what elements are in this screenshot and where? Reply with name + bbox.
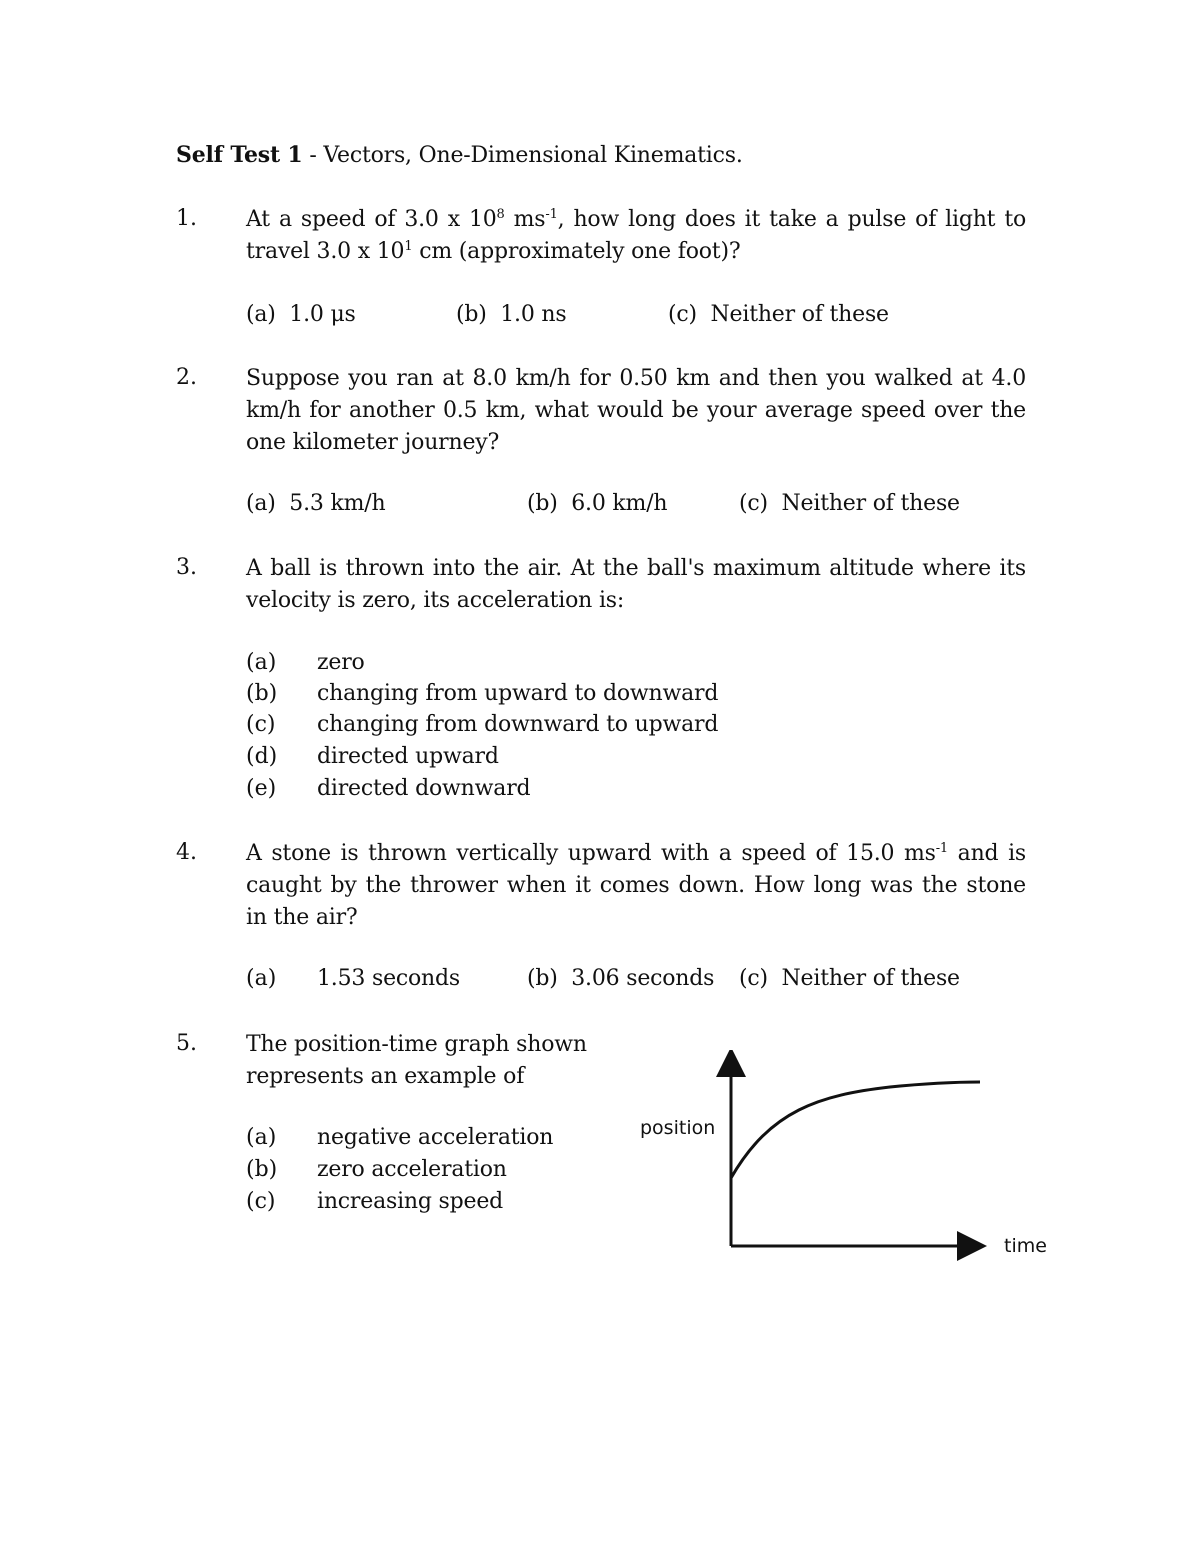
question-1-number: 1. xyxy=(176,206,197,231)
x-axis-label: time xyxy=(1004,1235,1047,1257)
question-4-number: 4. xyxy=(176,840,197,865)
question-4-text xyxy=(246,838,1026,934)
q1-sup-exp-1: 1 xyxy=(404,239,413,254)
option-label: (b) xyxy=(527,491,558,516)
position-curve xyxy=(731,1082,980,1178)
y-axis-label: position xyxy=(640,1117,716,1139)
option-text: negative acceleration xyxy=(317,1125,554,1150)
q4-text-b: and is caught by the thrower when it comes down. How long was the stone in the air? xyxy=(246,841,1027,930)
q2-option-b xyxy=(527,491,667,516)
q1-text-c: , how long does it take a pulse of light to travel 3.0 x 10 xyxy=(246,207,1027,264)
q4-option-b xyxy=(527,966,714,991)
option-label: (c) xyxy=(668,302,697,327)
option-label: (a) xyxy=(246,1125,277,1150)
question-3-text: A ball is thrown into the air. At the ball's maximum altitude where its velocity is zero, its acceleration is: xyxy=(246,556,1026,613)
option-text: Neither of these xyxy=(710,302,889,327)
question-2-number: 2. xyxy=(176,365,197,390)
question-3-number: 3. xyxy=(176,555,197,580)
q1-sup-neg1: -1 xyxy=(545,207,558,222)
position-time-graph xyxy=(630,1050,1070,1270)
option-text: 3.06 seconds xyxy=(571,966,715,991)
option-text: Neither of these xyxy=(781,966,960,991)
page-title xyxy=(176,142,743,168)
option-text: 6.0 km/h xyxy=(571,491,668,516)
q4-text-a: A stone is thrown vertically upward with a speed of 15.0 ms xyxy=(246,841,936,866)
question-5-text: The position-time graph shown represents an example of xyxy=(246,1032,587,1089)
option-text: Neither of these xyxy=(781,491,960,516)
option-text: changing from upward to downward xyxy=(317,681,719,706)
q1-text-b: ms xyxy=(504,207,546,232)
option-text: 1.0 ns xyxy=(500,302,567,327)
option-label: (a) xyxy=(246,491,276,516)
option-text: zero acceleration xyxy=(317,1157,507,1182)
option-text: changing from downward to upward xyxy=(317,712,719,737)
option-text: increasing speed xyxy=(317,1189,504,1214)
question-5-number: 5. xyxy=(176,1031,197,1056)
option-label: (e) xyxy=(246,776,277,801)
q4-sup-neg1: -1 xyxy=(935,841,948,856)
option-text: zero xyxy=(317,650,365,675)
question-2-text: Suppose you ran at 8.0 km/h for 0.50 km and then you walked at 4.0 km/h for another 0.5 km, what would be your average speed over the one kilometer journey? xyxy=(246,366,1026,455)
option-label: (b) xyxy=(456,302,487,327)
option-label: (b) xyxy=(246,1157,278,1182)
option-label: (c) xyxy=(246,1189,276,1214)
option-label: (c) xyxy=(739,966,768,991)
q2-option-c xyxy=(739,491,960,516)
option-label: (d) xyxy=(246,744,278,769)
option-text: directed upward xyxy=(317,744,499,769)
option-label: (b) xyxy=(527,966,558,991)
option-label: (a) xyxy=(246,650,277,675)
option-label: (b) xyxy=(246,681,278,706)
option-text: directed downward xyxy=(317,776,531,801)
q2-option-a xyxy=(246,491,385,516)
q4-option-c xyxy=(739,966,960,991)
q1-text-a: At a speed of 3.0 x 10 xyxy=(246,207,497,232)
q1-text-d: cm (approximately one foot)? xyxy=(412,239,741,264)
option-label: (a) xyxy=(246,966,277,991)
title-bold: Self Test 1 xyxy=(176,142,303,168)
option-text: 1.0 μs xyxy=(289,302,356,327)
title-subtitle: - Vectors, One-Dimensional Kinematics. xyxy=(302,143,743,168)
option-label: (c) xyxy=(246,712,276,737)
option-label: (a) xyxy=(246,302,276,327)
q1-option-c xyxy=(668,302,889,327)
q1-option-a xyxy=(246,302,356,327)
option-text: 5.3 km/h xyxy=(289,491,386,516)
option-text: 1.53 seconds xyxy=(317,966,460,991)
option-label: (c) xyxy=(739,491,768,516)
q1-option-b xyxy=(456,302,567,327)
q1-sup-exp-8: 8 xyxy=(496,207,505,222)
question-1-text xyxy=(246,204,1026,268)
